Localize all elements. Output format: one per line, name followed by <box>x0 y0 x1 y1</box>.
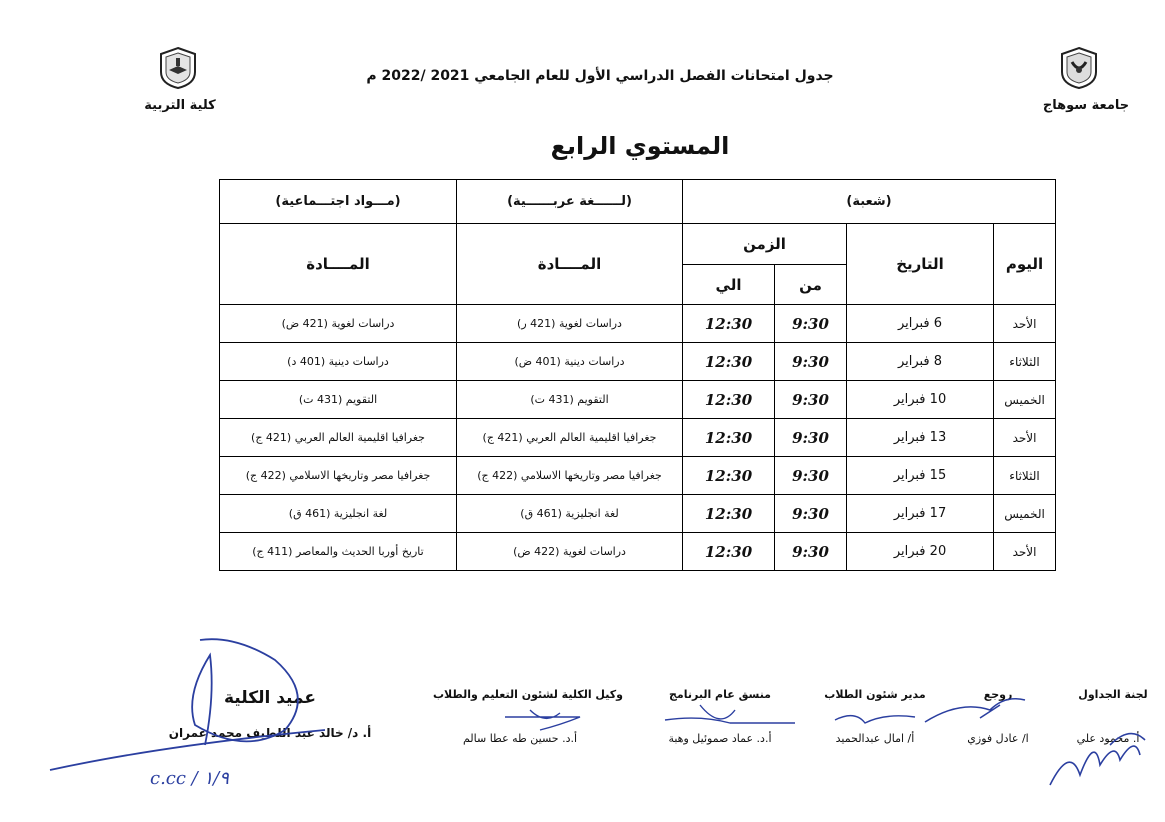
handwritten-date: c.cc / ١/٩ <box>150 768 229 789</box>
row-to: 12:30 <box>683 381 775 419</box>
signature-program-coordinator <box>660 695 800 735</box>
row-from: 9:30 <box>775 457 847 495</box>
row-day: الأحد <box>994 305 1056 343</box>
row-from: 9:30 <box>775 533 847 571</box>
row-date: 17 فبراير <box>847 495 994 533</box>
col-date: التاريخ <box>847 224 994 305</box>
reviewed-title: روجع <box>983 688 1013 701</box>
faculty-seal-icon <box>157 46 199 90</box>
row-arabic-subject: جغرافيا مصر وتاريخها الاسلامي (422 ج) <box>457 457 683 495</box>
row-arabic-subject: جغرافيا اقليمية العالم العربي (421 ج) <box>457 419 683 457</box>
col-subject-social: المــــادة <box>220 224 457 305</box>
row-date: 13 فبراير <box>847 419 994 457</box>
row-day: الخميس <box>994 495 1056 533</box>
row-to: 12:30 <box>683 533 775 571</box>
program-coordinator-title: منسق عام البرنامج <box>668 688 771 701</box>
student-affairs-name: أ/ امال عبدالحميد <box>835 732 915 745</box>
signature-student-affairs <box>830 705 920 730</box>
row-date: 8 فبراير <box>847 343 994 381</box>
row-date: 6 فبراير <box>847 305 994 343</box>
row-to: 12:30 <box>683 305 775 343</box>
row-date: 20 فبراير <box>847 533 994 571</box>
row-day: الأحد <box>994 419 1056 457</box>
row-date: 15 فبراير <box>847 457 994 495</box>
section-social-label: (مـــواد اجتـــماعية) <box>220 180 457 224</box>
row-arabic-subject: التقويم (431 ت) <box>457 381 683 419</box>
row-arabic-subject: لغة انجليزية (461 ق) <box>457 495 683 533</box>
row-from: 9:30 <box>775 305 847 343</box>
table-row <box>220 533 1056 571</box>
level-heading: المستوي الرابع <box>550 132 730 160</box>
university-name: جامعة سوهاج <box>1042 98 1130 113</box>
tables-committee-title: لجنة الجداول <box>1078 688 1148 701</box>
row-social-subject: دراسات دينية (401 د) <box>220 343 457 381</box>
row-social-subject: التقويم (431 ت) <box>220 381 457 419</box>
group-label: (شعبة) <box>683 180 1056 224</box>
table-row <box>220 381 1056 419</box>
row-day: الثلاثاء <box>994 343 1056 381</box>
row-arabic-subject: دراسات لغوية (422 ض) <box>457 533 683 571</box>
signature-vice-dean <box>500 705 590 735</box>
vice-dean-title: وكيل الكلية لشئون التعليم والطلاب <box>433 688 623 701</box>
university-seal-icon <box>1058 46 1100 90</box>
table-row <box>220 419 1056 457</box>
row-date: 10 فبراير <box>847 381 994 419</box>
row-arabic-subject: دراسات دينية (401 ض) <box>457 343 683 381</box>
faculty-name: كلية التربية <box>144 98 216 113</box>
dean-title: عميد الكلية <box>224 688 316 708</box>
row-from: 9:30 <box>775 495 847 533</box>
col-from: من <box>775 265 847 305</box>
row-social-subject: دراسات لغوية (421 ض) <box>220 305 457 343</box>
page-title: جدول امتحانات الفصل الدراسي الأول للعام الجامعي 2021 /2022 م <box>366 68 834 84</box>
row-social-subject: جغرافيا اقليمية العالم العربي (421 ج) <box>220 419 457 457</box>
vice-dean-name: أ.د. حسين طه عطا سالم <box>462 732 578 745</box>
row-from: 9:30 <box>775 343 847 381</box>
signature-tables-committee <box>1040 705 1150 790</box>
row-to: 12:30 <box>683 495 775 533</box>
col-to: الي <box>683 265 775 305</box>
row-from: 9:30 <box>775 381 847 419</box>
reviewed-name: ا/ عادل فوزي <box>967 732 1029 745</box>
row-day: الثلاثاء <box>994 457 1056 495</box>
tables-committee-name: أ. محمود علي <box>1076 732 1140 745</box>
row-arabic-subject: دراسات لغوية (421 ر) <box>457 305 683 343</box>
program-coordinator-name: أ.د. عماد صموئيل وهبة <box>668 732 772 745</box>
row-to: 12:30 <box>683 419 775 457</box>
dean-name: أ. د/ خالد عبد اللطيف محمد عمران <box>168 726 372 740</box>
row-day: الخميس <box>994 381 1056 419</box>
student-affairs-title: مدير شئون الطلاب <box>824 688 926 701</box>
table-row <box>220 495 1056 533</box>
table-row <box>220 305 1056 343</box>
exam-schedule-table <box>219 179 1056 571</box>
table-row <box>220 343 1056 381</box>
col-subject-arabic: المــــادة <box>457 224 683 305</box>
table-row <box>220 457 1056 495</box>
row-from: 9:30 <box>775 419 847 457</box>
col-day: اليوم <box>994 224 1056 305</box>
row-to: 12:30 <box>683 457 775 495</box>
row-social-subject: لغة انجليزية (461 ق) <box>220 495 457 533</box>
col-time: الزمن <box>683 224 847 265</box>
signature-dean <box>45 635 345 785</box>
row-day: الأحد <box>994 533 1056 571</box>
row-to: 12:30 <box>683 343 775 381</box>
section-arabic-label: (لــــــغة عربــــــية) <box>457 180 683 224</box>
row-social-subject: تاريخ أوربا الحديث والمعاصر (411 ج) <box>220 533 457 571</box>
signature-reviewed <box>920 690 1030 730</box>
row-social-subject: جغرافيا مصر وتاريخها الاسلامي (422 ج) <box>220 457 457 495</box>
